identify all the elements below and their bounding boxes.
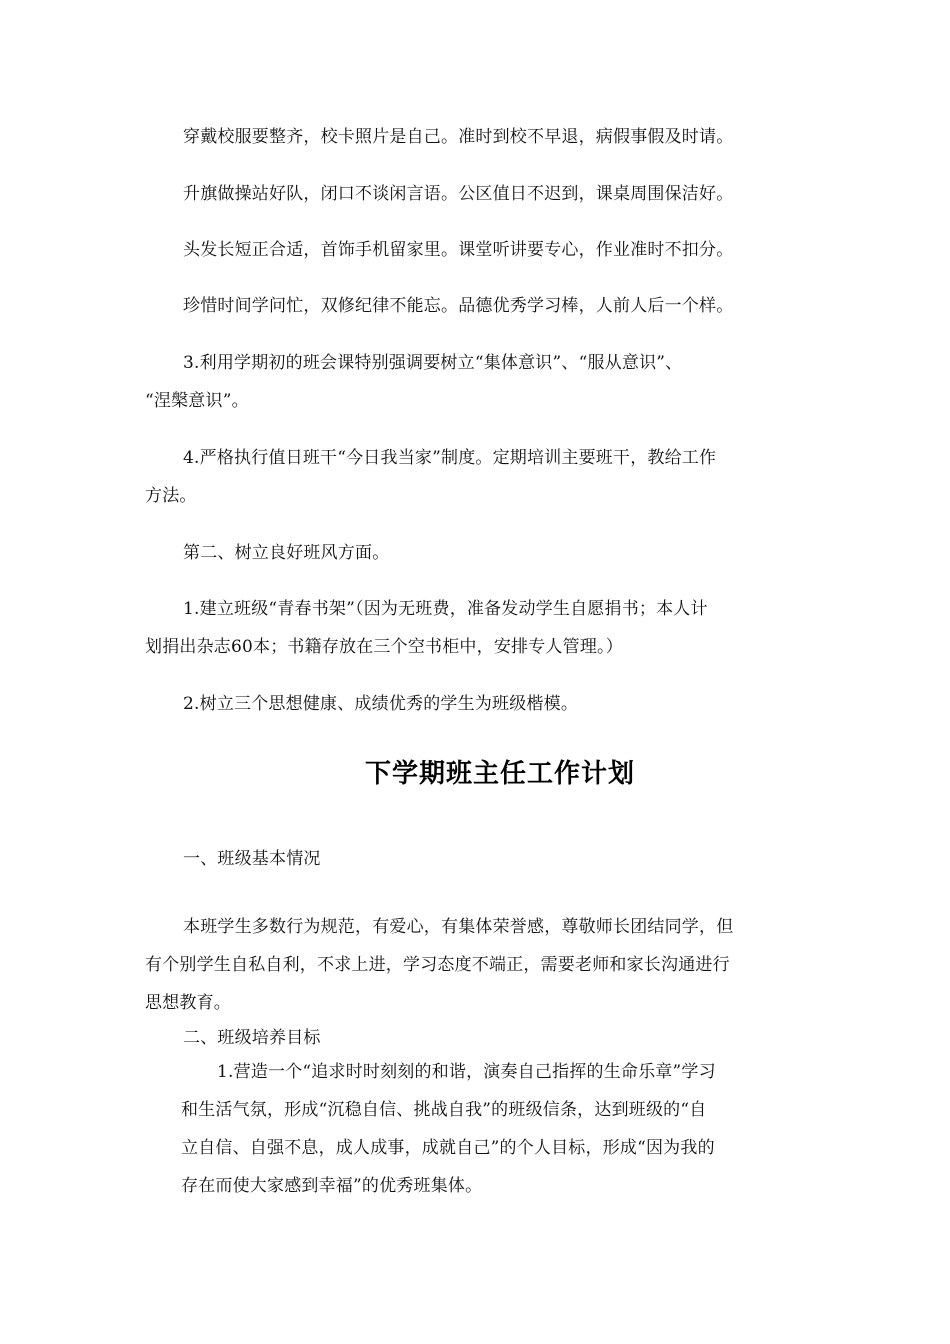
text-line: 3.利用学期初的班会课特别强调要树立“集体意识”、“服从意识”、 bbox=[183, 353, 683, 373]
text-line: 珍惜时间学问忙，双修纪律不能忘。品德优秀学习棒，人前人后一个样。 bbox=[183, 296, 734, 316]
text-line: 存在而使大家感到幸福”的优秀班集体。 bbox=[181, 1176, 483, 1196]
text-line: 立自信、自强不息，成人成事，成就自己”的个人目标，形成“因为我的 bbox=[181, 1138, 715, 1158]
text-line: 有个别学生自私自利，不求上进，学习态度不端正，需要老师和家长沟通进行 bbox=[145, 955, 730, 975]
text-line: 和生活气氛，形成“沉稳自信、挑战自我”的班级信条，达到班级的“自 bbox=[181, 1100, 707, 1120]
text-line: 本班学生多数行为规范，有爱心，有集体荣誉感，尊敬师长团结同学，但 bbox=[183, 917, 734, 937]
text-line: 1.营造一个“追求时时刻刻的和谐，演奏自己指挥的生命乐章”学习 bbox=[217, 1062, 716, 1082]
section-heading: 第二、树立良好班风方面。 bbox=[183, 543, 390, 563]
text-line: 2.树立三个思想健康、成绩优秀的学生为班级楷模。 bbox=[183, 694, 579, 714]
text-line: “涅槃意识”。 bbox=[145, 391, 249, 411]
text-line: 划捐出杂志60本；书籍存放在三个空书柜中，安排专人管理。） bbox=[145, 637, 623, 657]
text-line: 穿戴校服要整齐，校卡照片是自己。准时到校不早退，病假事假及时请。 bbox=[183, 127, 734, 147]
section-heading: 二、班级培养目标 bbox=[183, 1028, 321, 1048]
text-line: 升旗做操站好队，闭口不谈闲言语。公区值日不迟到，课桌周围保洁好。 bbox=[183, 184, 734, 204]
text-line: 头发长短正合适，首饰手机留家里。课堂听讲要专心，作业准时不扣分。 bbox=[183, 240, 734, 260]
text-line: 4.严格执行值日班干“今日我当家”制度。定期培训主要班干，教给工作 bbox=[183, 448, 717, 468]
document-title: 下学期班主任工作计划 bbox=[364, 759, 635, 789]
section-heading: 一、班级基本情况 bbox=[183, 849, 321, 869]
text-line: 方法。 bbox=[145, 486, 197, 506]
text-line: 1.建立班级“青春书架”（因为无班费，准备发动学生自愿捐书；本人计 bbox=[183, 599, 708, 619]
text-line: 思想教育。 bbox=[145, 993, 231, 1013]
